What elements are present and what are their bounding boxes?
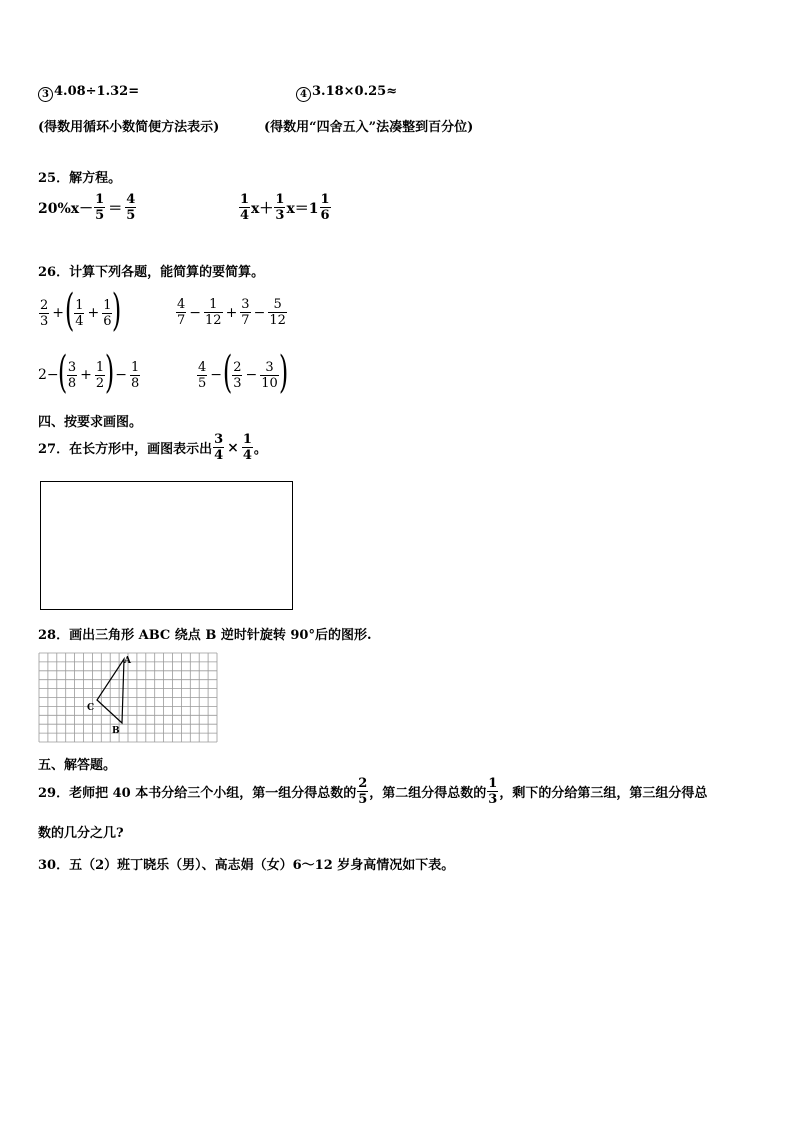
e1-fraction-3: $\frac{1}{6}$ xyxy=(103,297,112,329)
e4-fraction-1: $\frac{4}{5}$ xyxy=(198,359,207,391)
q26-expression-3 xyxy=(38,347,141,398)
q24-part4-expression: 3.18×0.25≈ xyxy=(312,84,398,99)
e2-op-1: − xyxy=(189,304,202,321)
left-paren: ( xyxy=(222,347,233,398)
q27-fraction-2: $\frac{1}{4}$ xyxy=(242,432,252,463)
e4-fraction-2: $\frac{2}{3}$ xyxy=(233,359,242,391)
e2-fraction-3: $\frac{3}{7}$ xyxy=(241,297,250,328)
q27-prompt xyxy=(38,432,267,463)
section-5-heading: 五、解答题。 xyxy=(38,758,117,773)
q26-expression-1 xyxy=(38,285,122,336)
q26-expression-2 xyxy=(175,297,288,328)
e3-fraction-3: $\frac{1}{8}$ xyxy=(131,359,140,391)
label-c: C xyxy=(87,703,95,713)
eq1-equals: ＝ xyxy=(108,200,123,217)
e3-fraction-2: $\frac{1}{2}$ xyxy=(95,359,105,391)
e2-fraction-2: $\frac{1}{12}$ xyxy=(205,297,222,328)
q29-lead: 29．老师把 40 本书分给三个小组，第一组分得总数的 xyxy=(38,786,357,801)
e3-fraction-1: $\frac{3}{8}$ xyxy=(67,359,77,391)
eq2-x2: x＝1 xyxy=(286,200,319,217)
eq1-fraction-1: $\frac{1}{5}$ xyxy=(95,192,105,223)
q27-end: 。 xyxy=(253,442,267,457)
e3-op-2: − xyxy=(115,367,128,383)
eq2-fraction-3: $\frac{1}{6}$ xyxy=(320,192,330,223)
e4-op-2: − xyxy=(245,367,258,383)
e3-op-1: + xyxy=(80,367,92,383)
circled-number-3: 3 xyxy=(38,87,53,102)
q25-equation-1 xyxy=(38,192,137,223)
eq2-fraction-2: $\frac{1}{3}$ xyxy=(275,192,285,223)
q24-part4 xyxy=(296,84,397,102)
q26-title: 26．计算下列各题，能简算的要简算。 xyxy=(38,265,265,280)
e3-lead: 2− xyxy=(38,367,59,383)
right-paren: ) xyxy=(112,285,122,336)
q27-times: × xyxy=(227,439,239,456)
e1-plus-2: + xyxy=(87,305,100,321)
label-a: A xyxy=(124,656,131,666)
q29-line-1 xyxy=(38,776,707,807)
q30-text: 30．五（2）班丁晓乐（男）、高志娟（女）6～12 岁身高情况如下表。 xyxy=(38,858,455,873)
q29-line-2: 数的几分之几? xyxy=(38,826,124,841)
q25-title: 25．解方程。 xyxy=(38,171,122,186)
right-paren: ) xyxy=(278,347,289,398)
q29-mid: ，第二组分得总数的 xyxy=(369,786,487,801)
e1-fraction-2: $\frac{1}{4}$ xyxy=(75,297,84,329)
q24-part3-expression: 4.08÷1.32= xyxy=(54,84,140,99)
left-paren: ( xyxy=(64,285,75,336)
e2-fraction-1: $\frac{4}{7}$ xyxy=(177,297,186,328)
section-4-heading: 四、按要求画图。 xyxy=(38,415,143,430)
q29-tail: ，剩下的分给第三组，第三组分得总 xyxy=(499,786,708,801)
q29-fraction-2: $\frac{1}{3}$ xyxy=(488,776,498,807)
e4-fraction-3: $\frac{3}{10}$ xyxy=(261,359,278,391)
e4-op-1: − xyxy=(210,367,223,383)
q27-lead: 27．在长方形中，画图表示出 xyxy=(38,442,213,457)
q24-part3 xyxy=(38,84,139,102)
eq1-lead: 20%x－ xyxy=(38,200,94,217)
e1-plus: + xyxy=(52,305,65,321)
circled-number-4: 4 xyxy=(296,87,311,102)
left-paren: ( xyxy=(57,347,67,398)
q24-part4-note: (得数用“四舍五入”法凑整到百分位) xyxy=(264,120,474,135)
right-paren: ) xyxy=(104,347,115,398)
e1-fraction-1: $\frac{2}{3}$ xyxy=(40,297,49,329)
e2-op-3: − xyxy=(253,304,266,321)
e2-fraction-4: $\frac{5}{12}$ xyxy=(269,297,286,328)
q28-title: 28．画出三角形 ABC 绕点 B 逆时针旋转 90°后的图形. xyxy=(38,628,372,643)
q29-fraction-1: $\frac{2}{5}$ xyxy=(358,776,368,807)
q27-drawing-rectangle[interactable] xyxy=(40,481,293,610)
eq1-fraction-2: $\frac{4}{5}$ xyxy=(126,192,136,223)
q25-equation-2 xyxy=(238,192,332,223)
grid-lines xyxy=(39,653,217,742)
label-b: B xyxy=(112,726,120,736)
q28-grid-figure[interactable] xyxy=(38,652,218,748)
eq2-x1: x＋ xyxy=(251,200,274,217)
q26-expression-4 xyxy=(196,347,289,398)
eq2-fraction-1: $\frac{1}{4}$ xyxy=(240,192,250,223)
q27-fraction-1: $\frac{3}{4}$ xyxy=(214,432,224,463)
e2-op-2: + xyxy=(225,304,238,321)
q24-part3-note: (得数用循环小数简便方法表示) xyxy=(38,120,220,135)
